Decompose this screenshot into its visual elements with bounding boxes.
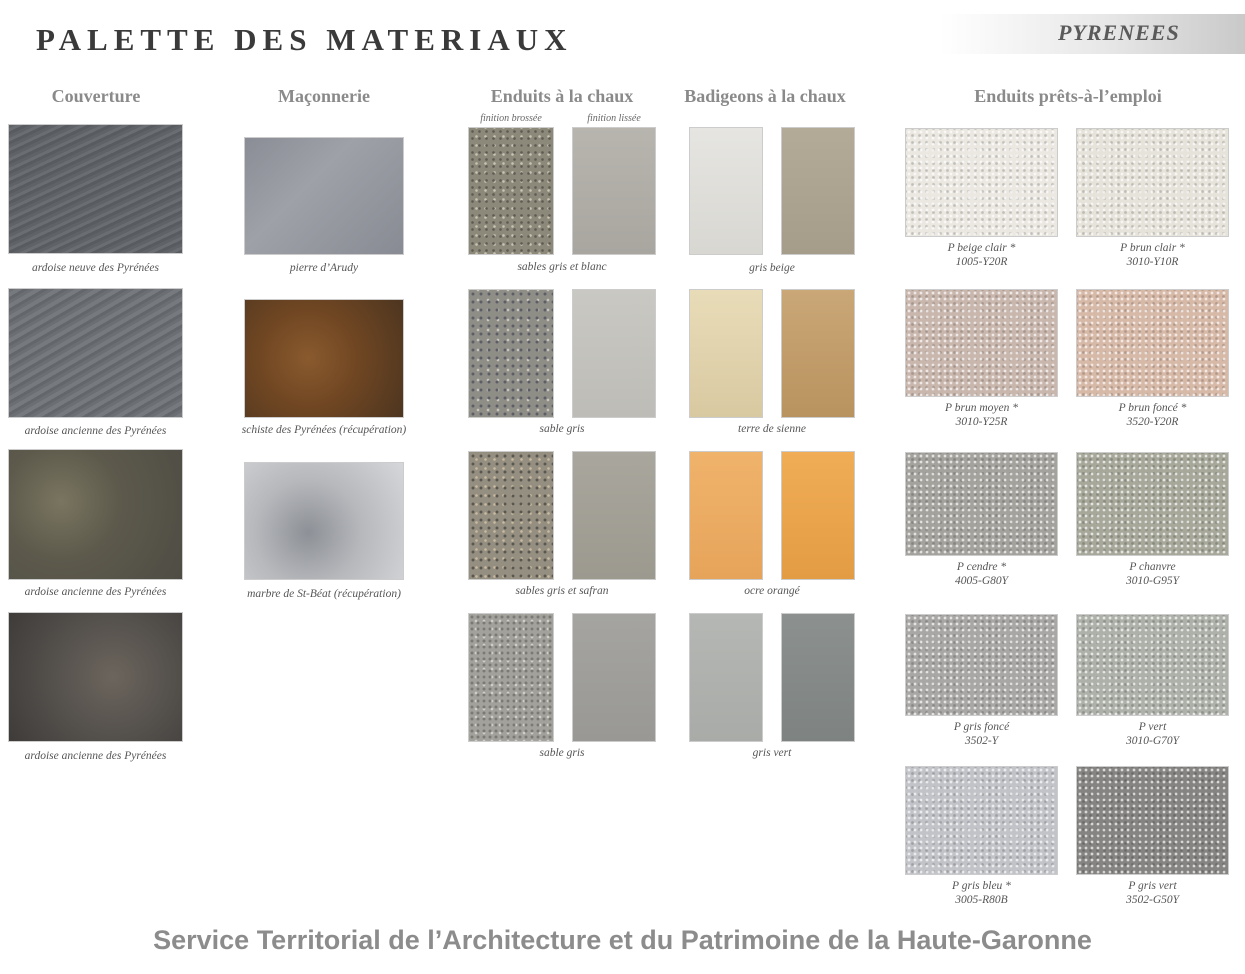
swatch-enduit-lisse-1 xyxy=(572,127,656,255)
caption-pret-3-code: 3010-Y25R xyxy=(955,416,1008,428)
caption-enduit-1: sables gris et blanc xyxy=(517,261,607,273)
caption-maconnerie-1: pierre d’Arudy xyxy=(289,262,359,274)
swatch-badigeon-4b xyxy=(781,613,855,742)
swatch-badigeon-2a xyxy=(689,289,763,418)
caption-pret-5-code: 4005-G80Y xyxy=(954,575,1009,587)
caption-badigeon-4: gris vert xyxy=(752,747,792,759)
swatch-enduit-brosse-3 xyxy=(468,451,554,580)
footer-organization: Service Territorial de l’Architecture et du Patrimoine de la Haute-Garonne xyxy=(153,925,1092,955)
caption-couverture-2: ardoise ancienne des Pyrénées xyxy=(24,425,167,437)
swatch-ardoise-ancienne-2 xyxy=(8,449,183,580)
column-heading-enduits-prets: Enduits prêts-à-l’emploi xyxy=(974,86,1162,106)
caption-pret-1-code: 1005-Y20R xyxy=(955,256,1008,268)
caption-maconnerie-2: schiste des Pyrénées (récupération) xyxy=(241,424,407,436)
caption-enduit-2: sable gris xyxy=(539,423,585,435)
caption-badigeon-1: gris beige xyxy=(749,262,795,274)
caption-pret-4-name: P brun foncé * xyxy=(1118,402,1187,414)
swatch-enduit-lisse-3 xyxy=(572,451,656,580)
swatch-badigeon-2b xyxy=(781,289,855,418)
caption-couverture-1: ardoise neuve des Pyrénées xyxy=(32,262,159,274)
swatch-badigeon-1a xyxy=(689,127,763,255)
caption-pret-2-code: 3010-Y10R xyxy=(1126,256,1179,268)
swatch-ardoise-ancienne-3 xyxy=(8,612,183,742)
swatch-enduit-brosse-4 xyxy=(468,613,554,742)
swatch-pret-beige-clair xyxy=(905,128,1058,237)
caption-pret-8-name: P vert xyxy=(1138,721,1167,733)
swatch-pret-vert xyxy=(1076,614,1229,716)
swatch-pret-gris-vert xyxy=(1076,766,1229,875)
subheading-finition-brossee: finition brossée xyxy=(480,113,542,124)
caption-enduit-4: sable gris xyxy=(539,747,585,759)
swatch-enduit-lisse-4 xyxy=(572,613,656,742)
swatch-enduit-brosse-2 xyxy=(468,289,554,418)
caption-pret-1-name: P beige clair * xyxy=(947,242,1016,254)
swatch-pret-gris-fonce xyxy=(905,614,1058,716)
caption-couverture-4: ardoise ancienne des Pyrénées xyxy=(24,750,167,762)
swatch-badigeon-3a xyxy=(689,451,763,580)
column-heading-badigeons: Badigeons à la chaux xyxy=(684,86,846,106)
swatch-pret-brun-clair xyxy=(1076,128,1229,237)
caption-pret-3-name: P brun moyen * xyxy=(945,402,1018,414)
swatch-pret-gris-bleu xyxy=(905,766,1058,875)
caption-couverture-3: ardoise ancienne des Pyrénées xyxy=(24,586,167,598)
swatch-badigeon-4a xyxy=(689,613,763,742)
caption-pret-4-code: 3520-Y20R xyxy=(1126,416,1179,428)
swatch-pierre-arudy xyxy=(244,137,404,255)
swatch-ardoise-neuve xyxy=(8,124,183,254)
page-title: PALETTE DES MATERIAUX xyxy=(36,22,573,57)
caption-pret-5-name: P cendre * xyxy=(956,561,1007,573)
column-heading-couverture: Couverture xyxy=(51,86,141,106)
subheading-finition-lissee: finition lissée xyxy=(587,113,641,124)
caption-pret-10-name: P gris vert xyxy=(1128,880,1177,892)
swatch-pret-brun-moyen xyxy=(905,289,1058,397)
caption-pret-6-code: 3010-G95Y xyxy=(1125,575,1180,587)
swatch-marbre xyxy=(244,462,404,580)
caption-badigeon-3: ocre orangé xyxy=(744,585,800,597)
swatch-pret-cendre xyxy=(905,452,1058,556)
swatch-enduit-lisse-2 xyxy=(572,289,656,418)
column-heading-enduits-chaux: Enduits à la chaux xyxy=(490,86,634,106)
caption-pret-7-code: 3502-Y xyxy=(964,735,999,747)
column-heading-maconnerie: Maçonnerie xyxy=(278,86,370,106)
swatch-enduit-brosse-1 xyxy=(468,127,554,255)
caption-pret-7-name: P gris foncé xyxy=(953,721,1010,733)
caption-pret-10-code: 3502-G50Y xyxy=(1125,894,1180,906)
caption-pret-9-name: P gris bleu * xyxy=(952,880,1011,892)
caption-badigeon-2: terre de sienne xyxy=(738,423,806,435)
swatch-badigeon-3b xyxy=(781,451,855,580)
swatch-ardoise-ancienne-1 xyxy=(8,288,183,418)
swatch-pret-brun-fonce xyxy=(1076,289,1229,397)
caption-enduit-3: sables gris et safran xyxy=(515,585,609,597)
swatch-badigeon-1b xyxy=(781,127,855,255)
swatch-pret-chanvre xyxy=(1076,452,1229,556)
region-label: PYRENEES xyxy=(1058,20,1180,45)
caption-pret-6-name: P chanvre xyxy=(1129,561,1176,573)
caption-maconnerie-3: marbre de St-Béat (récupération) xyxy=(247,588,401,600)
caption-pret-8-code: 3010-G70Y xyxy=(1125,735,1180,747)
swatch-schiste xyxy=(244,299,404,418)
caption-pret-2-name: P brun clair * xyxy=(1120,242,1185,254)
caption-pret-9-code: 3005-R80B xyxy=(955,894,1008,906)
